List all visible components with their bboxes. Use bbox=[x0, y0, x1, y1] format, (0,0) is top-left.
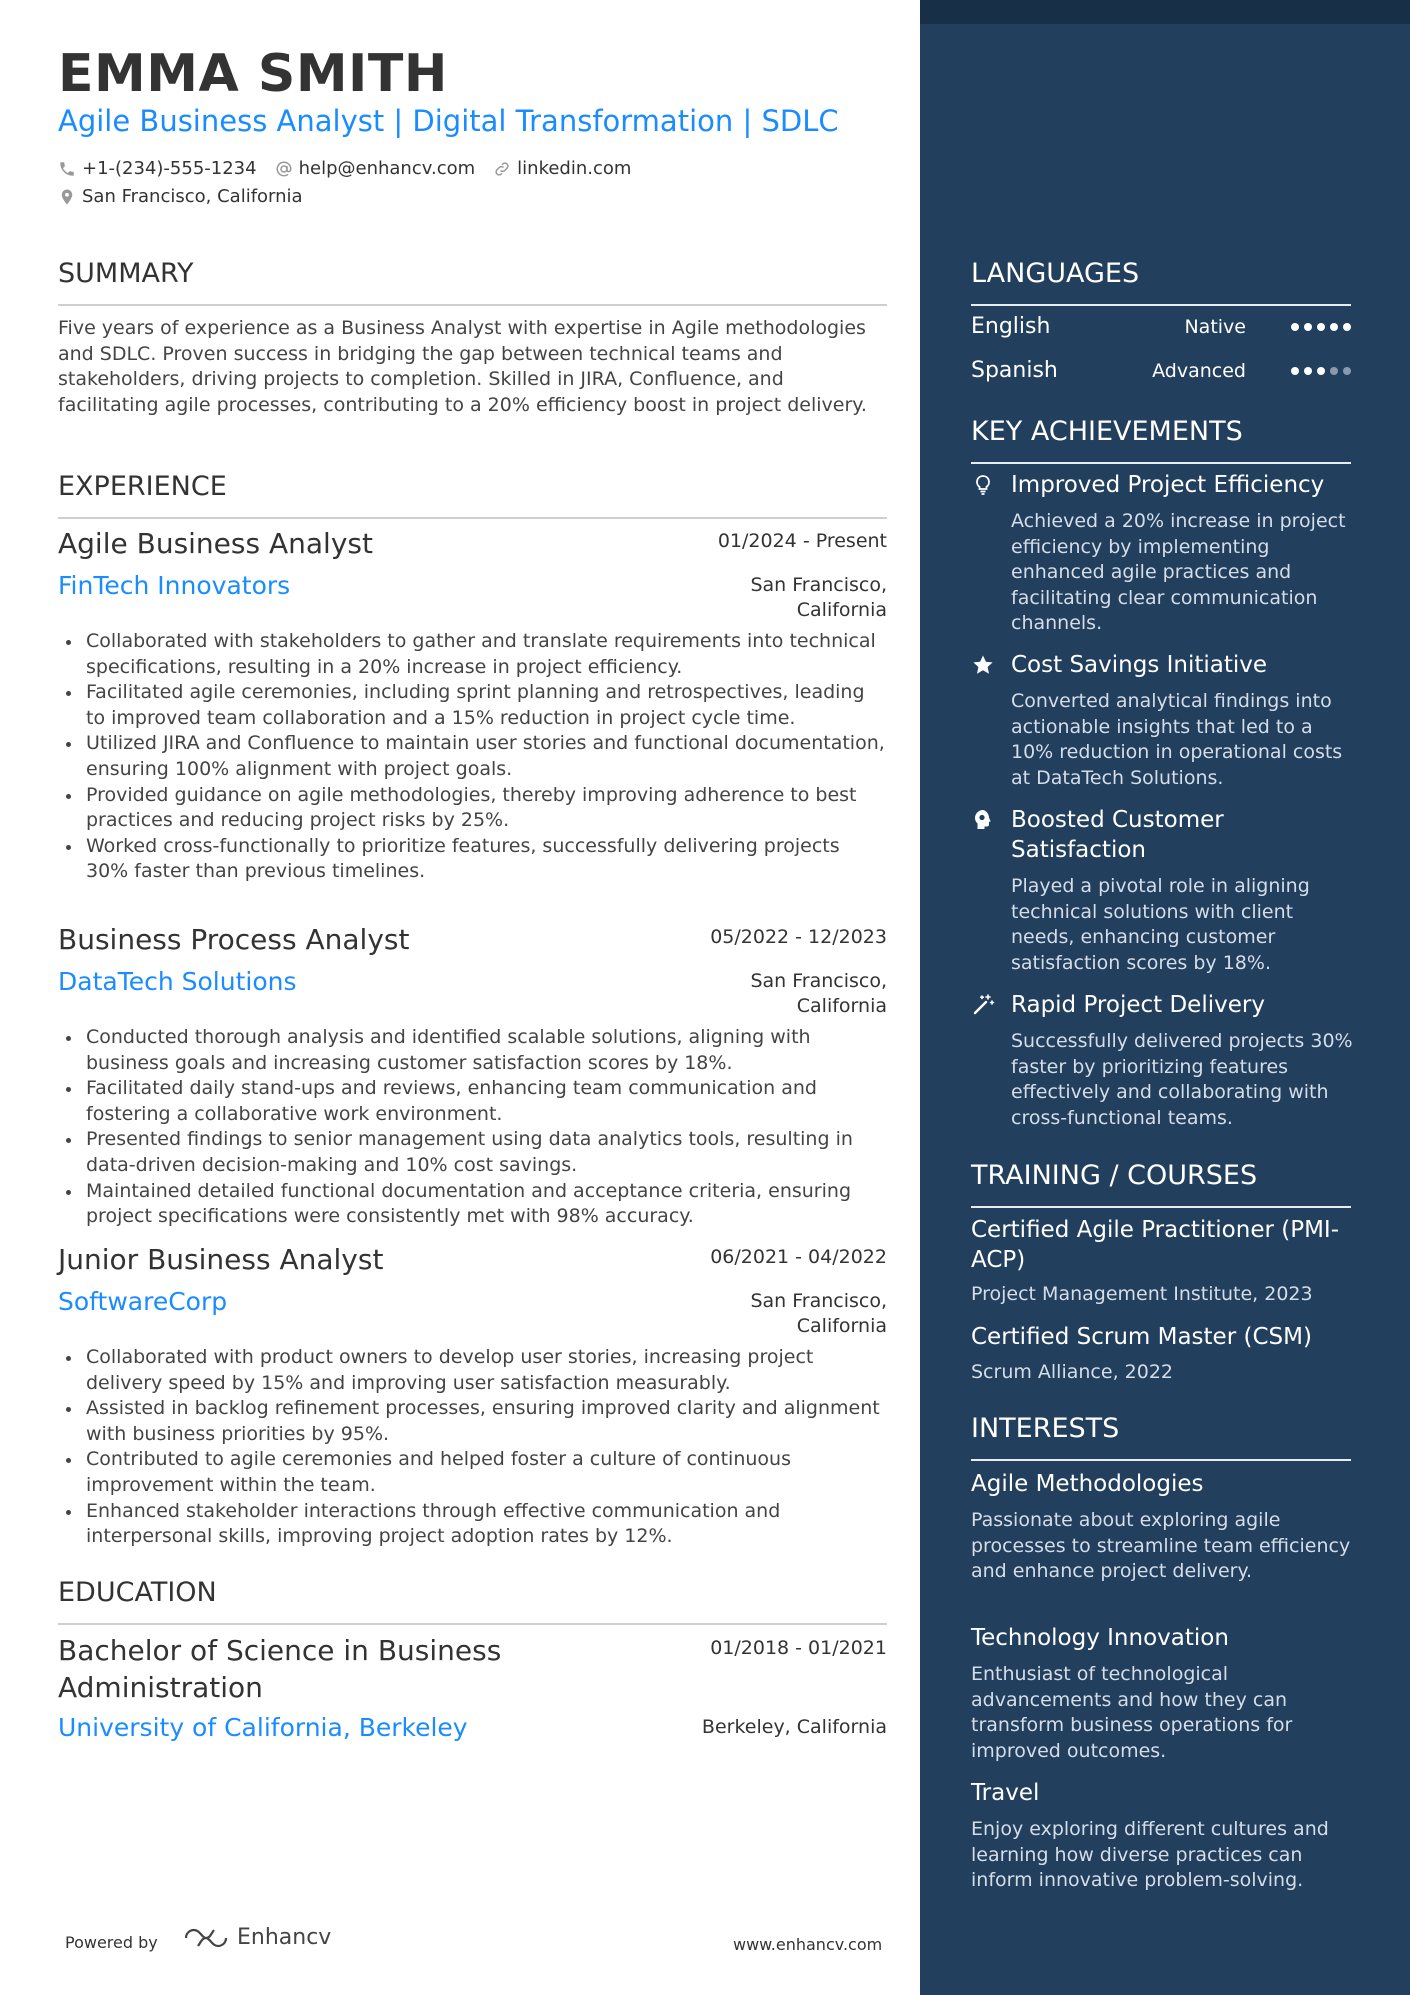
linkedin-text[interactable]: linkedin.com bbox=[517, 158, 632, 179]
language-name: English bbox=[971, 314, 1051, 339]
rating-dot-filled bbox=[1343, 323, 1351, 331]
sidebar-top-band bbox=[920, 0, 1410, 24]
star-icon bbox=[971, 653, 995, 677]
achievement-title: Boosted Customer Satisfaction bbox=[1011, 807, 1224, 863]
job-location-line1: San Francisco, bbox=[750, 970, 887, 992]
interest-title: Technology Innovation bbox=[971, 1625, 1229, 1651]
language-rating bbox=[1291, 367, 1351, 375]
language-rating bbox=[1291, 323, 1351, 331]
training-title: Certified Scrum Master (CSM) bbox=[971, 1324, 1312, 1350]
rating-dot-filled bbox=[1291, 323, 1299, 331]
education-dates: 01/2018 - 01/2021 bbox=[710, 1637, 887, 1659]
experience-divider bbox=[58, 517, 887, 519]
achievement-desc: Achieved a 20% increase in project efficiency by implementing enhanced agile practices and facilitating clear communication channels. bbox=[1011, 510, 1346, 634]
rating-dot-filled bbox=[1291, 367, 1299, 375]
job-bullet: Assisted in backlog refinement processes, ensuring improved clarity and alignment with business priorities by 95%. bbox=[86, 1396, 887, 1447]
training-title: Certified Agile Practitioner (PMI-ACP) bbox=[971, 1217, 1340, 1273]
achievement-desc: Converted analytical findings into actionable insights that led to a 10% reduction in operational costs at DataTech Solutions. bbox=[1011, 690, 1343, 789]
education-location: Berkeley, California bbox=[701, 1716, 887, 1738]
achievement-title: Rapid Project Delivery bbox=[1011, 992, 1265, 1018]
job-bullets bbox=[58, 1345, 887, 1550]
rating-dot-empty bbox=[1343, 367, 1351, 375]
sidebar bbox=[920, 0, 1410, 1995]
achievement-desc: Played a pivotal role in aligning technical solutions with client needs, enhancing customer satisfaction scores by 18%. bbox=[1011, 875, 1310, 974]
job-location-line2: California bbox=[796, 995, 887, 1017]
rating-dot-empty bbox=[1330, 367, 1338, 375]
job-dates: 01/2024 - Present bbox=[717, 530, 887, 552]
job-dates: 05/2022 - 12/2023 bbox=[710, 926, 887, 948]
job-location-line1: San Francisco, bbox=[750, 1290, 887, 1312]
language-row bbox=[971, 314, 1351, 344]
education-divider bbox=[58, 1623, 887, 1625]
lightbulb-icon bbox=[971, 473, 995, 497]
job-bullet: Facilitated daily stand-ups and reviews, enhancing team communication and fostering a collaborative work environment. bbox=[86, 1076, 887, 1127]
email-text[interactable]: help@enhancv.com bbox=[298, 158, 476, 179]
footer-url[interactable]: www.enhancv.com bbox=[733, 1935, 883, 1954]
job-company[interactable]: FinTech Innovators bbox=[58, 571, 291, 600]
rating-dot-filled bbox=[1330, 323, 1338, 331]
interest-title: Agile Methodologies bbox=[971, 1471, 1204, 1497]
rating-dot-filled bbox=[1317, 323, 1325, 331]
job-location bbox=[750, 1289, 887, 1339]
languages-divider bbox=[971, 304, 1351, 306]
languages-heading: LANGUAGES bbox=[971, 258, 1140, 289]
job-location-line1: San Francisco, bbox=[750, 574, 887, 596]
phone-icon bbox=[58, 160, 76, 178]
rating-dot-filled bbox=[1317, 367, 1325, 375]
enhancv-logo[interactable] bbox=[183, 1925, 331, 1950]
job-title: Junior Business Analyst bbox=[58, 1243, 384, 1276]
degree-title: Bachelor of Science in Business Administration bbox=[58, 1634, 502, 1704]
achievements-divider bbox=[971, 462, 1351, 464]
language-level: Native bbox=[1184, 316, 1246, 338]
job-company[interactable]: SoftwareCorp bbox=[58, 1287, 228, 1316]
training-divider bbox=[971, 1206, 1351, 1208]
job-bullet: Collaborated with stakeholders to gather and translate requirements into technical specifications, resulting in a 20% increase in project efficiency. bbox=[86, 629, 887, 680]
linkedin-item[interactable] bbox=[493, 158, 631, 179]
candidate-name: EMMA SMITH bbox=[58, 44, 448, 104]
summary-divider bbox=[58, 304, 887, 306]
summary-text: Five years of experience as a Business Analyst with expertise in Agile methodologies and SDLC. Proven success in bridging the gap between technical teams and stakeholders, driving projects to completion. Skilled in JIRA, Confluence, and facilitating agile processes, contributing to a 20% efficiency boost in project delivery. bbox=[58, 317, 867, 416]
job-title: Agile Business Analyst bbox=[58, 527, 373, 560]
at-icon bbox=[275, 160, 293, 178]
magic-wand-icon bbox=[971, 993, 995, 1017]
location-text: San Francisco, California bbox=[82, 186, 303, 207]
job-bullet: Contributed to agile ceremonies and helped foster a culture of continuous improvement within the team. bbox=[86, 1447, 887, 1498]
job-bullet: Enhanced stakeholder interactions through effective communication and interpersonal skills, improving project adoption rates by 12%. bbox=[86, 1499, 887, 1550]
location-pin-icon bbox=[58, 188, 76, 206]
job-bullet: Facilitated agile ceremonies, including sprint planning and retrospectives, leading to improved team collaboration and a 15% reduction in project cycle time. bbox=[86, 680, 887, 731]
candidate-title: Agile Business Analyst | Digital Transformation | SDLC bbox=[58, 104, 839, 138]
email-item[interactable] bbox=[275, 158, 476, 179]
job-company[interactable]: DataTech Solutions bbox=[58, 967, 297, 996]
achievements-heading: KEY ACHIEVEMENTS bbox=[971, 416, 1243, 447]
job-bullet: Collaborated with product owners to develop user stories, increasing project delivery speed by 15% and improving user satisfaction measurably. bbox=[86, 1345, 887, 1396]
enhancv-logo-icon bbox=[183, 1926, 229, 1950]
summary-heading: SUMMARY bbox=[58, 258, 194, 289]
achievement-desc: Successfully delivered projects 30% faster by prioritizing features effectively and collaborating with cross-functional teams. bbox=[1011, 1030, 1353, 1129]
interest-desc: Enjoy exploring different cultures and learning how diverse practices can inform innovative problem-solving. bbox=[971, 1818, 1329, 1891]
achievement-title: Cost Savings Initiative bbox=[1011, 652, 1268, 678]
job-bullet: Maintained detailed functional documentation and acceptance criteria, ensuring project specifications were consistently met with 98% accuracy. bbox=[86, 1179, 887, 1230]
school-name[interactable]: University of California, Berkeley bbox=[58, 1713, 468, 1742]
job-bullet: Worked cross-functionally to prioritize features, successfully delivering projects 30% faster than previous timelines. bbox=[86, 834, 887, 885]
job-bullet: Conducted thorough analysis and identified scalable solutions, aligning with business goals and increasing customer satisfaction scores by 18%. bbox=[86, 1025, 887, 1076]
job-bullet: Provided guidance on agile methodologies, thereby improving adherence to best practices and reducing project risks by 25%. bbox=[86, 783, 887, 834]
contact-row bbox=[58, 158, 649, 179]
location-row bbox=[58, 186, 321, 207]
powered-by-label: Powered by bbox=[65, 1933, 158, 1952]
language-name: Spanish bbox=[971, 358, 1058, 383]
job-bullets bbox=[58, 1025, 887, 1230]
job-location-line2: California bbox=[796, 599, 887, 621]
language-level: Advanced bbox=[1152, 360, 1246, 382]
interest-desc: Enthusiast of technological advancements and how they can transform business operations for improved outcomes. bbox=[971, 1663, 1293, 1762]
phone-text: +1-(234)-555-1234 bbox=[82, 158, 257, 179]
rating-dot-filled bbox=[1304, 323, 1312, 331]
interests-divider bbox=[971, 1459, 1351, 1461]
achievement-title: Improved Project Efficiency bbox=[1011, 472, 1325, 498]
education-heading: EDUCATION bbox=[58, 1577, 217, 1608]
language-row bbox=[971, 358, 1351, 388]
experience-heading: EXPERIENCE bbox=[58, 471, 227, 502]
job-location-line2: California bbox=[796, 1315, 887, 1337]
job-bullet: Utilized JIRA and Confluence to maintain user stories and functional documentation, ensuring 100% alignment with project goals. bbox=[86, 731, 887, 782]
job-location bbox=[750, 573, 887, 623]
job-title: Business Process Analyst bbox=[58, 923, 410, 956]
phone-item bbox=[58, 158, 257, 179]
training-sub: Scrum Alliance, 2022 bbox=[971, 1361, 1173, 1383]
training-sub: Project Management Institute, 2023 bbox=[971, 1283, 1313, 1305]
job-location bbox=[750, 969, 887, 1019]
job-bullets bbox=[58, 629, 887, 885]
location-item bbox=[58, 186, 303, 207]
interests-heading: INTERESTS bbox=[971, 1413, 1120, 1444]
job-bullet: Presented findings to senior management using data analytics tools, resulting in data-driven decision-making and 10% cost savings. bbox=[86, 1127, 887, 1178]
interest-title: Travel bbox=[971, 1780, 1040, 1806]
head-brain-icon bbox=[971, 808, 995, 832]
enhancv-brand: Enhancv bbox=[237, 1925, 332, 1950]
rating-dot-filled bbox=[1304, 367, 1312, 375]
training-heading: TRAINING / COURSES bbox=[971, 1160, 1258, 1191]
job-dates: 06/2021 - 04/2022 bbox=[710, 1246, 887, 1268]
interest-desc: Passionate about exploring agile processes to streamline team efficiency and enhance project delivery. bbox=[971, 1509, 1351, 1582]
link-icon bbox=[493, 160, 511, 178]
